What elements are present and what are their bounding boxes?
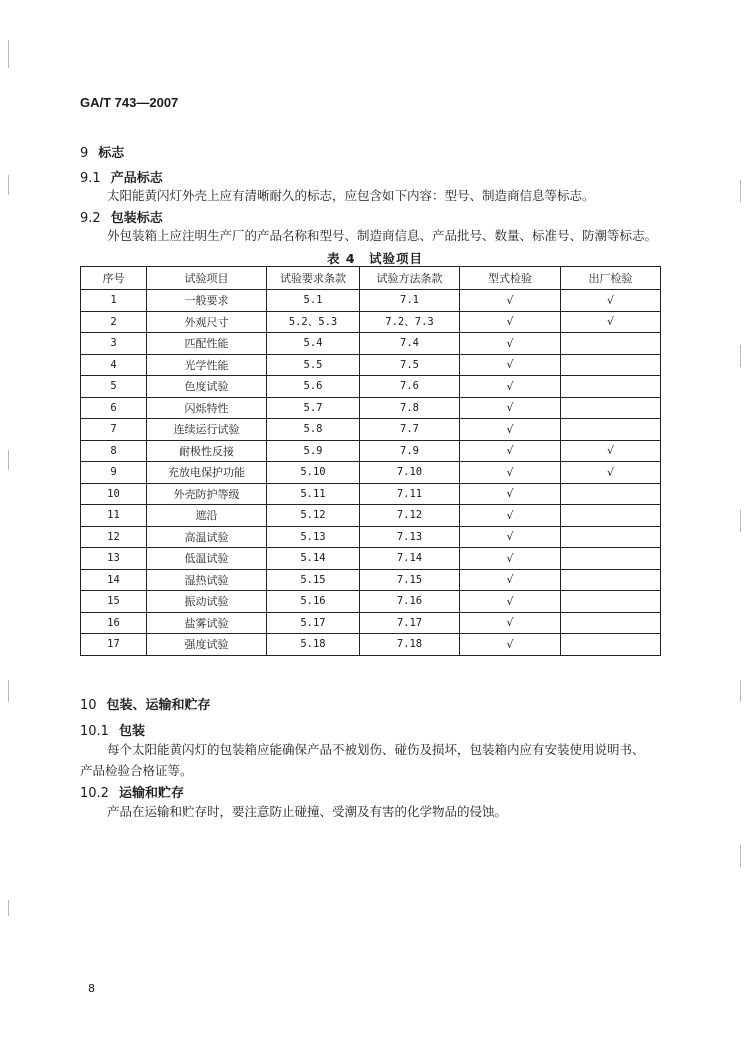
subsection-heading bbox=[80, 207, 163, 226]
scan-margin-mark bbox=[8, 175, 9, 195]
cell-requirement: 5.10 bbox=[267, 462, 360, 484]
cell-factory-test bbox=[561, 354, 661, 376]
section-heading bbox=[80, 694, 211, 713]
table-header-row bbox=[81, 267, 661, 290]
scan-margin-mark bbox=[740, 680, 741, 702]
cell-factory-test bbox=[561, 419, 661, 441]
cell-seq: 11 bbox=[81, 505, 147, 527]
cell-requirement: 5.6 bbox=[267, 376, 360, 398]
cell-item: 充放电保护功能 bbox=[147, 462, 267, 484]
cell-requirement: 5.11 bbox=[267, 483, 360, 505]
scan-margin-mark bbox=[8, 40, 9, 68]
scan-margin-mark bbox=[8, 900, 9, 916]
cell-method: 7.16 bbox=[360, 591, 460, 613]
scan-margin-mark bbox=[740, 345, 741, 367]
cell-item: 盐雾试验 bbox=[147, 612, 267, 634]
cell-requirement: 5.9 bbox=[267, 440, 360, 462]
table-row bbox=[81, 483, 661, 505]
cell-factory-test bbox=[561, 397, 661, 419]
table-row bbox=[81, 440, 661, 462]
cell-type-test: √ bbox=[460, 290, 561, 312]
section-heading bbox=[80, 142, 124, 161]
cell-method: 7.8 bbox=[360, 397, 460, 419]
cell-factory-test bbox=[561, 569, 661, 591]
cell-item: 一般要求 bbox=[147, 290, 267, 312]
section-title: 包装、运输和贮存 bbox=[106, 698, 211, 713]
subsection-number: 9.1 bbox=[80, 171, 101, 186]
cell-method: 7.12 bbox=[360, 505, 460, 527]
cell-requirement: 5.2、5.3 bbox=[267, 311, 360, 333]
cell-type-test: √ bbox=[460, 634, 561, 656]
cell-method: 7.10 bbox=[360, 462, 460, 484]
cell-type-test: √ bbox=[460, 526, 561, 548]
cell-factory-test: √ bbox=[561, 290, 661, 312]
cell-requirement: 5.18 bbox=[267, 634, 360, 656]
column-header: 出厂检验 bbox=[561, 267, 661, 290]
column-header: 型式检验 bbox=[460, 267, 561, 290]
cell-requirement: 5.14 bbox=[267, 548, 360, 570]
cell-seq: 2 bbox=[81, 311, 147, 333]
cell-seq: 10 bbox=[81, 483, 147, 505]
cell-method: 7.6 bbox=[360, 376, 460, 398]
cell-type-test: √ bbox=[460, 591, 561, 613]
cell-type-test: √ bbox=[460, 483, 561, 505]
cell-factory-test bbox=[561, 591, 661, 613]
cell-requirement: 5.5 bbox=[267, 354, 360, 376]
scan-margin-mark bbox=[8, 680, 9, 702]
paragraph: 外包装箱上应注明生产厂的产品名称和型号、制造商信息、产品批号、数量、标准号、防潮等标志。 bbox=[107, 228, 658, 243]
cell-method: 7.9 bbox=[360, 440, 460, 462]
cell-type-test: √ bbox=[460, 354, 561, 376]
subsection-title: 产品标志 bbox=[110, 171, 163, 186]
cell-item: 振动试验 bbox=[147, 591, 267, 613]
table-row bbox=[81, 333, 661, 355]
cell-type-test: √ bbox=[460, 311, 561, 333]
cell-type-test: √ bbox=[460, 548, 561, 570]
cell-item: 低温试验 bbox=[147, 548, 267, 570]
cell-seq: 8 bbox=[81, 440, 147, 462]
cell-requirement: 5.17 bbox=[267, 612, 360, 634]
page-number: 8 bbox=[88, 982, 95, 995]
cell-requirement: 5.15 bbox=[267, 569, 360, 591]
table-row bbox=[81, 526, 661, 548]
cell-factory-test: √ bbox=[561, 311, 661, 333]
cell-method: 7.13 bbox=[360, 526, 460, 548]
cell-method: 7.1 bbox=[360, 290, 460, 312]
cell-seq: 12 bbox=[81, 526, 147, 548]
column-header: 试验要求条款 bbox=[267, 267, 360, 290]
cell-type-test: √ bbox=[460, 569, 561, 591]
cell-factory-test bbox=[561, 612, 661, 634]
table-row bbox=[81, 591, 661, 613]
cell-method: 7.14 bbox=[360, 548, 460, 570]
cell-seq: 14 bbox=[81, 569, 147, 591]
cell-factory-test bbox=[561, 376, 661, 398]
cell-requirement: 5.12 bbox=[267, 505, 360, 527]
cell-method: 7.15 bbox=[360, 569, 460, 591]
cell-type-test: √ bbox=[460, 612, 561, 634]
cell-seq: 13 bbox=[81, 548, 147, 570]
cell-seq: 4 bbox=[81, 354, 147, 376]
scan-margin-mark bbox=[740, 510, 741, 532]
cell-type-test: √ bbox=[460, 397, 561, 419]
cell-factory-test bbox=[561, 333, 661, 355]
cell-factory-test bbox=[561, 634, 661, 656]
cell-method: 7.2、7.3 bbox=[360, 311, 460, 333]
cell-item: 匹配性能 bbox=[147, 333, 267, 355]
cell-item: 连续运行试验 bbox=[147, 419, 267, 441]
cell-type-test: √ bbox=[460, 333, 561, 355]
table-row bbox=[81, 354, 661, 376]
subsection-title: 包装标志 bbox=[110, 211, 163, 226]
cell-item: 强度试验 bbox=[147, 634, 267, 656]
cell-seq: 17 bbox=[81, 634, 147, 656]
cell-seq: 9 bbox=[81, 462, 147, 484]
table-row bbox=[81, 505, 661, 527]
section-number: 9 bbox=[80, 146, 89, 161]
test-items-table bbox=[80, 266, 661, 656]
cell-type-test: √ bbox=[460, 419, 561, 441]
paragraph: 太阳能黄闪灯外壳上应有清晰耐久的标志，应包含如下内容：型号、制造商信息等标志。 bbox=[107, 188, 595, 203]
table-row bbox=[81, 376, 661, 398]
column-header: 序号 bbox=[81, 267, 147, 290]
subsection-number: 10.1 bbox=[80, 724, 109, 739]
cell-item: 湿热试验 bbox=[147, 569, 267, 591]
cell-item: 外观尺寸 bbox=[147, 311, 267, 333]
cell-seq: 16 bbox=[81, 612, 147, 634]
cell-requirement: 5.16 bbox=[267, 591, 360, 613]
cell-seq: 5 bbox=[81, 376, 147, 398]
cell-item: 外壳防护等级 bbox=[147, 483, 267, 505]
paragraph-line: 产品检验合格证等。 bbox=[80, 763, 193, 778]
cell-type-test: √ bbox=[460, 376, 561, 398]
cell-seq: 15 bbox=[81, 591, 147, 613]
column-header: 试验项目 bbox=[147, 267, 267, 290]
cell-requirement: 5.1 bbox=[267, 290, 360, 312]
cell-seq: 7 bbox=[81, 419, 147, 441]
table-row bbox=[81, 419, 661, 441]
cell-factory-test bbox=[561, 505, 661, 527]
cell-requirement: 5.13 bbox=[267, 526, 360, 548]
paragraph: 产品在运输和贮存时，要注意防止碰撞、受潮及有害的化学物品的侵蚀。 bbox=[107, 804, 508, 819]
cell-item: 耐极性反接 bbox=[147, 440, 267, 462]
cell-method: 7.4 bbox=[360, 333, 460, 355]
table-row bbox=[81, 290, 661, 312]
cell-item: 色度试验 bbox=[147, 376, 267, 398]
subsection-heading bbox=[80, 720, 145, 739]
scan-margin-mark bbox=[740, 845, 741, 867]
table-row bbox=[81, 569, 661, 591]
scan-margin-mark bbox=[740, 180, 741, 202]
cell-seq: 6 bbox=[81, 397, 147, 419]
cell-factory-test bbox=[561, 483, 661, 505]
scan-margin-mark bbox=[8, 450, 9, 470]
cell-item: 光学性能 bbox=[147, 354, 267, 376]
cell-factory-test: √ bbox=[561, 440, 661, 462]
cell-type-test: √ bbox=[460, 462, 561, 484]
table-row bbox=[81, 311, 661, 333]
subsection-title: 运输和贮存 bbox=[118, 786, 184, 801]
subsection-heading bbox=[80, 782, 184, 801]
table-caption: 表 4 试验项目 bbox=[326, 251, 424, 266]
cell-method: 7.7 bbox=[360, 419, 460, 441]
cell-method: 7.5 bbox=[360, 354, 460, 376]
subsection-title: 包装 bbox=[118, 724, 145, 739]
table-row bbox=[81, 548, 661, 570]
cell-method: 7.17 bbox=[360, 612, 460, 634]
standard-code: GA/T 743—2007 bbox=[80, 95, 179, 110]
table-row bbox=[81, 634, 661, 656]
cell-method: 7.11 bbox=[360, 483, 460, 505]
cell-type-test: √ bbox=[460, 440, 561, 462]
cell-seq: 3 bbox=[81, 333, 147, 355]
table-row bbox=[81, 612, 661, 634]
section-number: 10 bbox=[80, 698, 97, 713]
cell-factory-test: √ bbox=[561, 462, 661, 484]
cell-factory-test bbox=[561, 548, 661, 570]
subsection-number: 9.2 bbox=[80, 211, 101, 226]
subsection-heading bbox=[80, 167, 163, 186]
cell-requirement: 5.7 bbox=[267, 397, 360, 419]
cell-seq: 1 bbox=[81, 290, 147, 312]
subsection-number: 10.2 bbox=[80, 786, 109, 801]
section-title: 标志 bbox=[98, 146, 125, 161]
cell-type-test: √ bbox=[460, 505, 561, 527]
cell-item: 闪烁特性 bbox=[147, 397, 267, 419]
table-row bbox=[81, 397, 661, 419]
cell-item: 遮沿 bbox=[147, 505, 267, 527]
paragraph-line: 每个太阳能黄闪灯的包装箱应能确保产品不被划伤、碰伤及损坏，包装箱内应有安装使用说明书、 bbox=[107, 742, 645, 757]
cell-factory-test bbox=[561, 526, 661, 548]
column-header: 试验方法条款 bbox=[360, 267, 460, 290]
cell-method: 7.18 bbox=[360, 634, 460, 656]
table-row bbox=[81, 462, 661, 484]
cell-requirement: 5.8 bbox=[267, 419, 360, 441]
cell-requirement: 5.4 bbox=[267, 333, 360, 355]
cell-item: 高温试验 bbox=[147, 526, 267, 548]
